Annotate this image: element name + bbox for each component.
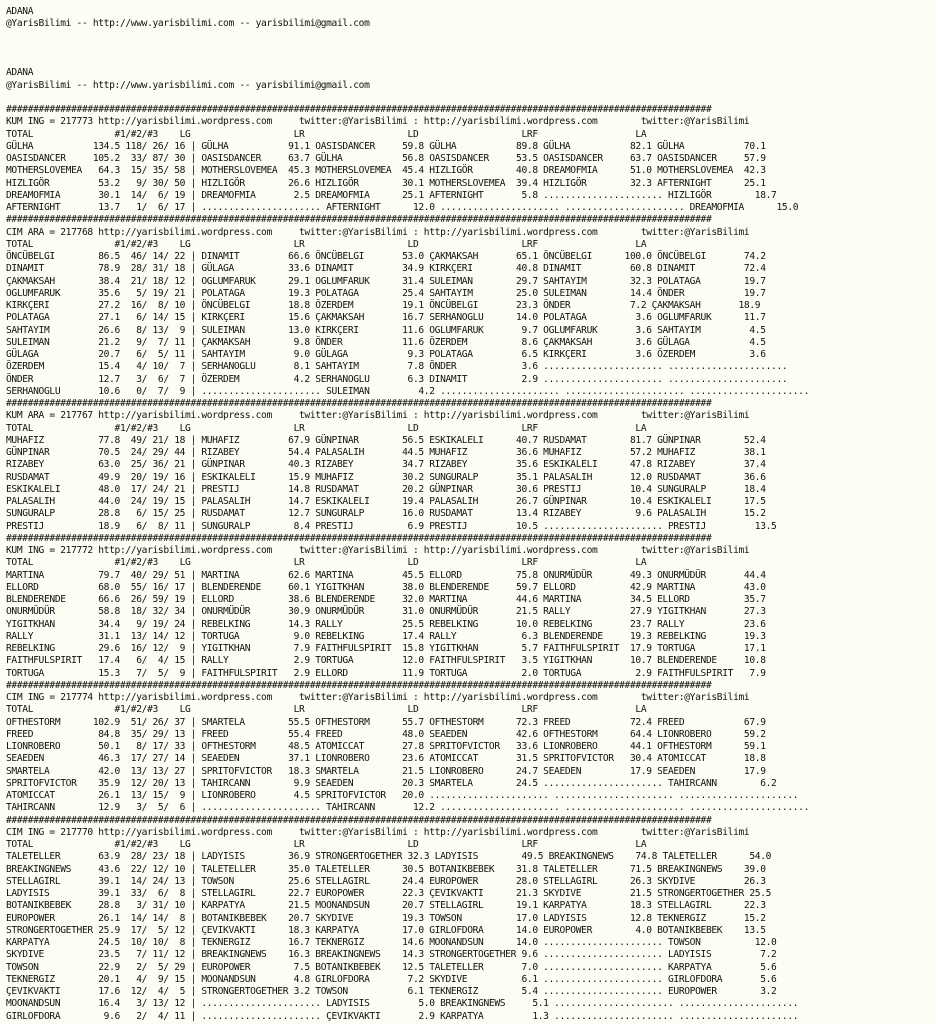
result-row: SULEIMAN 21.2 9/ 7/ 11 | ÇAKMAKSAH 9.8 ÖNDER 11.6 ÖZERDEM 8.6 ÇAKMAKSAH 3.6 GÜLAGA 4.5 bbox=[6, 336, 766, 348]
result-row: GÜLAGA 20.7 6/ 5/ 11 | SAHTAYIM 9.0 GÜLAGA 9.3 POLATAGA 6.5 KIRKÇERI 3.6 ÖZERDEM 3.6 bbox=[6, 349, 766, 360]
result-row: MUHAFIZ 77.8 49/ 21/ 18 | MUHAFIZ 67.9 GÜNPINAR 56.5 ESKIKALELI 40.7 RUSDAMAT 81.7 GÜNPINAR 52.4 bbox=[6, 434, 766, 446]
column-header-line: TOTAL #1/#2/#3 LG LR LD LRF LA bbox=[6, 839, 647, 850]
result-row: ONURMÜDÜR 58.8 18/ 32/ 34 | ONURMÜDÜR 30.9 ONURMÜDÜR 31.0 ONURMÜDÜR 21.5 RALLY 27.9 YIGITKHAN 27.3 bbox=[6, 606, 766, 618]
result-row: SUNGURALP 28.8 6/ 15/ 25 | RUSDAMAT 12.7 SUNGURALP 16.0 RUSDAMAT 13.4 RIZABEY 9.6 PALASALIH 15.2 bbox=[6, 508, 766, 520]
separator-line: ################################################################################################################################## bbox=[6, 398, 712, 409]
result-row: LIONROBERO 50.1 8/ 17/ 33 | OFTHESTORM 48.5 ATOMICCAT 27.8 SPRITOFVICTOR 33.6 LIONROBERO 44.1 OFTHESTORM 59.1 bbox=[6, 741, 766, 752]
result-row: BOTANIKBEBEK 28.8 3/ 31/ 10 | KARPATYA 21.5 MOONANDSUN 20.7 STELLAGIRL 19.1 KARPATYA 18.3 STELLAGIRL 22.3 bbox=[6, 900, 766, 912]
result-row: REBELKING 29.6 16/ 12/ 9 | YIGITKHAN 7.9 FAITHFULSPIRIT 15.8 YIGITKHAN 5.7 FAITHFULSPIRIT 17.9 TORTUGA 17.1 bbox=[6, 643, 766, 654]
column-header-line: TOTAL #1/#2/#3 LG LR LD LRF LA bbox=[6, 422, 647, 434]
result-row: DREAMOFMIA 30.1 14/ 6/ 19 | DREAMOFMIA 2.5 DREAMOFMIA 25.1 AFTERNIGHT 5.8 ...................... HIZLIGÖR 18.7 bbox=[6, 189, 777, 201]
separator-line: ################################################################################################################################## bbox=[6, 214, 712, 226]
race-header-line: CIM ING = 217774 http://yarisbilimi.wordpress.com twitter:@YarisBilimi : http://yarisbilimi.wordpress.com twitter:@YarisBilimi bbox=[6, 692, 750, 703]
blank-line bbox=[6, 43, 936, 55]
result-row: ÇEVIKVAKTI 17.6 12/ 4/ 5 | STRONGERTOGETHER 3.2 TOWSON 6.1 TEKNERGIZ 5.4 ...................... EUROPOWER 3.2 bbox=[6, 986, 777, 997]
separator-line: ################################################################################################################################## bbox=[6, 104, 712, 115]
result-row: SMARTELA 42.0 13/ 13/ 27 | SPRITOFVICTOR 18.3 SMARTELA 21.5 LIONROBERO 24.7 SEAEDEN 17.9 SEAEDEN 17.9 bbox=[6, 765, 766, 777]
contact-line: @YarisBilimi -- http://www.yarisbilimi.com -- yarisbilimi@gmail.com bbox=[6, 79, 370, 91]
result-row: TEKNERGIZ 20.1 4/ 9/ 15 | MOONANDSUN 4.8 GIRLOFDORA 7.2 SKYDIVE 6.1 ...................... GIRLOFDORA 5.6 bbox=[6, 973, 777, 985]
result-row: STRONGERTOGETHER 25.9 17/ 5/ 12 | ÇEVIKVAKTI 18.3 KARPATYA 17.0 GIRLOFDORA 14.0 EUROPOWER 4.0 BOTANIKBEBEK 13.5 bbox=[6, 924, 766, 936]
result-row: ESKIKALELI 48.0 17/ 24/ 21 | PRESTIJ 14.8 RUSDAMAT 20.2 GÜNPINAR 30.6 PRESTIJ 10.4 SUNGURALP 18.4 bbox=[6, 483, 766, 495]
result-row: ÇAKMAKSAH 38.4 21/ 18/ 12 | OGLUMFARUK 29.1 OGLUMFARUK 31.4 SULEIMAN 29.7 SAHTAYIM 32.3 POLATAGA 19.7 bbox=[6, 275, 766, 287]
result-row: OGLUMFARUK 35.6 5/ 19/ 21 | POLATAGA 19.3 POLATAGA 25.4 SAHTAYIM 25.0 SULEIMAN 14.4 ÖNDER 19.7 bbox=[6, 287, 766, 299]
result-row: RUSDAMAT 49.9 20/ 19/ 16 | ESKIKALELI 15.9 MUHAFIZ 30.2 SUNGURALP 35.1 PALASALIH 12.0 RUSDAMAT 36.6 bbox=[6, 471, 766, 483]
result-row: TORTUGA 15.3 7/ 5/ 9 | FAITHFULSPIRIT 2.9 ELLORD 11.9 TORTUGA 2.0 TORTUGA 2.9 FAITHFULSPIRIT 7.9 bbox=[6, 667, 766, 679]
contact-line: @YarisBilimi -- http://www.yarisbilimi.com -- yarisbilimi@gmail.com bbox=[6, 18, 370, 30]
result-row: YIGITKHAN 34.4 9/ 19/ 24 | REBELKING 14.3 RALLY 25.5 REBELKING 10.0 REBELKING 23.7 RALLY 23.6 bbox=[6, 618, 766, 630]
result-row: PRESTIJ 18.9 6/ 8/ 11 | SUNGURALP 8.4 PRESTIJ 6.9 PRESTIJ 10.5 ...................... PRESTIJ 13.5 bbox=[6, 520, 777, 532]
result-row: BLENDERENDE 66.6 26/ 59/ 19 | ELLORD 38.6 BLENDERENDE 32.0 MARTINA 44.6 MARTINA 34.5 ELLORD 35.7 bbox=[6, 594, 766, 605]
separator-line: ################################################################################################################################## bbox=[6, 679, 712, 691]
result-row: ÖNDER 12.7 3/ 6/ 7 | ÖZERDEM 4.2 SERHANOGLU 6.3 DINAMIT 2.9 ...................... ...................... bbox=[6, 373, 788, 385]
result-row: FREED 84.8 35/ 29/ 13 | FREED 55.4 FREED 48.0 SEAEDEN 42.6 OFTHESTORM 64.4 LIONROBERO 59.2 bbox=[6, 728, 766, 740]
result-row: BREAKINGNEWS 43.6 22/ 12/ 10 | TALETELLER 35.0 TALETELLER 30.5 BOTANIKBEBEK 31.8 TALETELLER 71.5 BREAKINGNEWS 39.0 bbox=[6, 863, 766, 875]
separator-line: ################################################################################################################################## bbox=[6, 532, 712, 544]
result-row: SKYDIVE 23.5 7/ 11/ 12 | BREAKINGNEWS 16.3 BREAKINGNEWS 14.3 STRONGERTOGETHER 9.6 ...................... LADYISIS 7.2 bbox=[6, 949, 777, 961]
result-row: TOWSON 22.9 2/ 5/ 29 | EUROPOWER 7.5 BOTANIKBEBEK 12.5 TALETELLER 7.0 ...................... KARPATYA 5.6 bbox=[6, 961, 777, 973]
result-row: GIRLOFDORA 9.6 2/ 4/ 11 | ...................... ÇEVIKVAKTI 2.9 KARPATYA 1.3 ...................... ...................... bbox=[6, 1010, 799, 1022]
result-row: PALASALIH 44.0 24/ 19/ 15 | PALASALIH 14.7 ESKIKALELI 19.4 PALASALIH 26.7 GÜNPINAR 10.4 ESKIKALELI 17.5 bbox=[6, 496, 766, 507]
result-row: HIZLIGÖR 53.2 9/ 30/ 50 | HIZLIGÖR 26.6 HIZLIGÖR 30.1 MOTHERSLOVEMEA 39.4 HIZLIGÖR 32.3 AFTERNIGHT 25.1 bbox=[6, 177, 766, 189]
result-row: SERHANOGLU 10.6 0/ 7/ 9 | ...................... SULEIMAN 4.2 ...................... ...................... ...................... bbox=[6, 385, 810, 397]
result-row: MARTINA 79.7 40/ 29/ 51 | MARTINA 62.6 MARTINA 45.5 ELLORD 75.8 ONURMÜDÜR 49.3 ONURMÜDÜR 44.4 bbox=[6, 569, 766, 581]
column-header-line: TOTAL #1/#2/#3 LG LR LD LRF LA bbox=[6, 557, 647, 569]
result-row: LADYISIS 39.1 33/ 6/ 8 | STELLAGIRL 22.7 EUROPOWER 22.3 ÇEVIKVAKTI 21.3 SKYDIVE 21.5 STRONGERTOGETHER 25.5 bbox=[6, 888, 772, 899]
result-row: SPRITOFVICTOR 35.9 12/ 20/ 13 | TAHIRCANN 9.9 SEAEDEN 20.3 SMARTELA 24.5 ...................... TAHIRCANN 6.2 bbox=[6, 777, 777, 789]
result-row: POLATAGA 27.1 6/ 14/ 15 | KIRKÇERI 15.6 ÇAKMAKSAH 16.7 SERHANOGLU 14.0 POLATAGA 3.6 OGLUMFARUK 11.7 bbox=[6, 312, 766, 324]
result-row: SEAEDEN 46.3 17/ 27/ 14 | SEAEDEN 37.1 LIONROBERO 23.6 ATOMICCAT 31.5 SPRITOFVICTOR 30.4 ATOMICCAT 18.8 bbox=[6, 753, 766, 765]
result-row: GÜNPINAR 70.5 24/ 29/ 44 | RIZABEY 54.4 PALASALIH 44.5 MUHAFIZ 36.6 MUHAFIZ 57.2 MUHAFIZ 38.1 bbox=[6, 447, 766, 458]
race-header-line: CIM ARA = 217768 http://yarisbilimi.wordpress.com twitter:@YarisBilimi : http://yarisbilimi.wordpress.com twitter:@YarisBilimi bbox=[6, 226, 750, 238]
race-header-line: KUM ARA = 217767 http://yarisbilimi.wordpress.com twitter:@YarisBilimi : http://yarisbilimi.wordpress.com twitter:@YarisBilimi bbox=[6, 410, 750, 422]
venue-title: ADANA bbox=[6, 6, 34, 17]
result-row: AFTERNIGHT 13.7 1/ 6/ 17 | ...................... AFTERNIGHT 12.0 ...................... ...................... DREAMOFMIA 15.0 bbox=[6, 202, 799, 213]
result-row: OFTHESTORM 102.9 51/ 26/ 37 | SMARTELA 55.5 OFTHESTORM 55.7 OFTHESTORM 72.3 FREED 72.4 FREED 67.9 bbox=[6, 716, 766, 728]
result-row: STELLAGIRL 39.1 14/ 24/ 13 | TOWSON 25.6 STELLAGIRL 24.4 EUROPOWER 28.0 STELLAGIRL 26.3 SKYDIVE 26.3 bbox=[6, 875, 766, 887]
column-header-line: TOTAL #1/#2/#3 LG LR LD LRF LA bbox=[6, 704, 647, 716]
column-header-line: TOTAL #1/#2/#3 LG LR LD LRF LA bbox=[6, 238, 647, 250]
result-row: KIRKÇERI 27.2 16/ 8/ 10 | ÖNCÜBELGI 18.8 ÖZERDEM 19.1 ÖNCÜBELGI 23.3 ÖNDER 7.2 ÇAKMAKSAH 18.9 bbox=[6, 300, 761, 311]
result-row: TAHIRCANN 12.9 3/ 5/ 6 | ...................... TAHIRCANN 12.2 ...................... ...................... ...................... bbox=[6, 802, 810, 814]
result-row: ATOMICCAT 26.1 13/ 15/ 9 | LIONROBERO 4.5 SPRITOFVICTOR 20.0 ...................... ...................... ...................... bbox=[6, 790, 799, 801]
result-row: DINAMIT 78.9 28/ 31/ 18 | GÜLAGA 33.6 DINAMIT 34.9 KIRKÇERI 40.8 DINAMIT 60.8 DINAMIT 72.4 bbox=[6, 263, 766, 275]
result-row: KARPATYA 24.5 10/ 10/ 8 | TEKNERGIZ 16.7 TEKNERGIZ 14.6 MOONANDSUN 14.0 ...................... TOWSON 12.0 bbox=[6, 937, 777, 948]
blank-line bbox=[6, 31, 936, 43]
blank-line bbox=[6, 92, 936, 104]
result-row: ÖNCÜBELGI 86.5 46/ 14/ 22 | DINAMIT 66.6 ÖNCÜBELGI 53.0 ÇAKMAKSAH 65.1 ÖNCÜBELGI 100.0 ÖNCÜBELGI 74.2 bbox=[6, 251, 766, 262]
result-row: OASISDANCER 105.2 33/ 87/ 30 | OASISDANCER 63.7 GÜLHA 56.8 OASISDANCER 53.5 OASISDANCER 63.7 OASISDANCER 57.9 bbox=[6, 153, 766, 164]
result-row: FAITHFULSPIRIT 17.4 6/ 4/ 15 | RALLY 2.9 TORTUGA 12.0 FAITHFULSPIRIT 3.5 YIGITKHAN 10.7 BLENDERENDE 10.8 bbox=[6, 655, 766, 667]
result-row: RIZABEY 63.0 25/ 36/ 21 | GÜNPINAR 40.3 RIZABEY 34.7 RIZABEY 35.6 ESKIKALELI 47.8 RIZABEY 37.4 bbox=[6, 459, 766, 471]
venue-title: ADANA bbox=[6, 67, 34, 79]
race-header-line: KUM ING = 217773 http://yarisbilimi.wordpress.com twitter:@YarisBilimi : http://yarisbilimi.wordpress.com twitter:@YarisBilimi bbox=[6, 116, 750, 128]
column-header-line: TOTAL #1/#2/#3 LG LR LD LRF LA bbox=[6, 128, 647, 140]
result-row: GÜLHA 134.5 118/ 26/ 16 | GÜLHA 91.1 OASISDANCER 59.8 GÜLHA 89.8 GÜLHA 82.1 GÜLHA 70.1 bbox=[6, 140, 766, 152]
race-header-line: KUM ING = 217772 http://yarisbilimi.wordpress.com twitter:@YarisBilimi : http://yarisbilimi.wordpress.com twitter:@YarisBilimi bbox=[6, 545, 750, 556]
result-row: RALLY 31.1 13/ 14/ 12 | TORTUGA 9.0 REBELKING 17.4 RALLY 6.3 BLENDERENDE 19.3 REBELKING 19.3 bbox=[6, 630, 766, 642]
result-row: MOONANDSUN 16.4 3/ 13/ 12 | ...................... LADYISIS 5.0 BREAKINGNEWS 5.1 ...................... ...................... bbox=[6, 998, 799, 1010]
result-row: MOTHERSLOVEMEA 64.3 15/ 35/ 58 | MOTHERSLOVEMEA 45.3 MOTHERSLOVEMEA 45.4 HIZLIGÖR 40.8 DREAMOFMIA 51.0 MOTHERSLOVEMEA 42.3 bbox=[6, 165, 766, 177]
result-row: ÖZERDEM 15.4 4/ 10/ 7 | SERHANOGLU 8.1 SAHTAYIM 7.8 ÖNDER 3.6 ...................... ...................... bbox=[6, 361, 788, 373]
separator-line: ################################################################################################################################## bbox=[6, 814, 712, 826]
result-row: ELLORD 68.0 55/ 16/ 17 | BLENDERENDE 60.1 YIGITKHAN 38.0 BLENDERENDE 59.7 ELLORD 42.9 MARTINA 43.0 bbox=[6, 581, 766, 593]
result-row: SAHTAYIM 26.6 8/ 13/ 9 | SULEIMAN 13.0 KIRKÇERI 11.6 OGLUMFARUK 9.7 OGLUMFARUK 3.6 SAHTAYIM 4.5 bbox=[6, 324, 766, 336]
result-row: TALETELLER 63.9 28/ 23/ 18 | LADYISIS 36.9 STRONGERTOGETHER 32.3 LADYISIS 49.5 BREAKINGNEWS 74.8 TALETELLER 54.0 bbox=[6, 851, 772, 863]
blank-line bbox=[6, 55, 936, 67]
result-row: EUROPOWER 26.1 14/ 14/ 8 | BOTANIKBEBEK 20.7 SKYDIVE 19.3 TOWSON 17.0 LADYISIS 12.8 TEKNERGIZ 15.2 bbox=[6, 912, 766, 924]
race-header-line: CIM ING = 217770 http://yarisbilimi.wordpress.com twitter:@YarisBilimi : http://yarisbilimi.wordpress.com twitter:@YarisBilimi bbox=[6, 826, 750, 838]
